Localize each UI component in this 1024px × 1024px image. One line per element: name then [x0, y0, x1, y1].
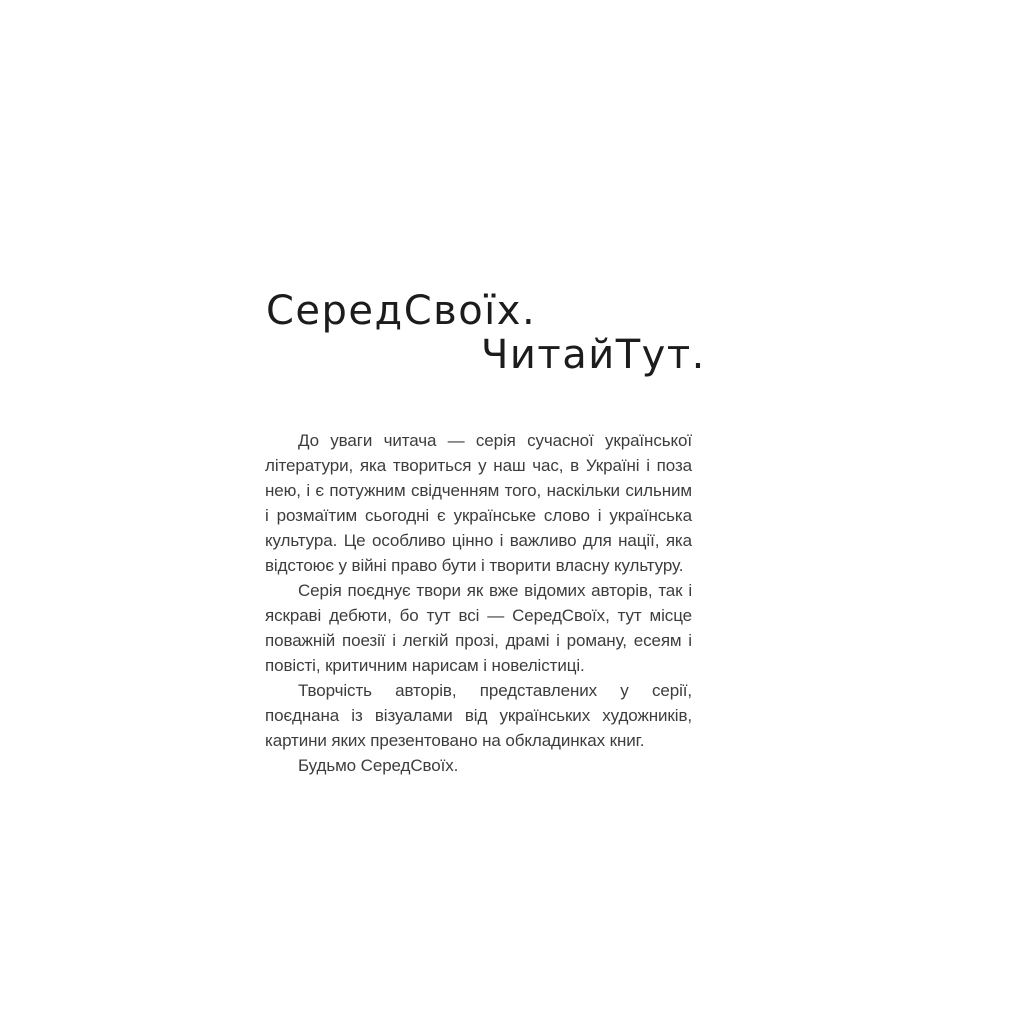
- series-title-line-1: СередСвоїх.: [266, 288, 537, 334]
- body-text: [265, 428, 692, 778]
- body-paragraph: Будьмо СередСвоїх.: [298, 756, 459, 775]
- body-paragraph: До уваги читача — серія сучасної української літератури, яка твориться у наш час, в Україні і поза нею, і є потужним свідченням того, наскільки сильним і розмаїтим сьогодні є українське слово і українська культура. Це особливо цінно і важливо для нації, яка відстоює у війні право бути і творити власну культуру.: [265, 431, 692, 575]
- body-paragraph: Творчість авторів, представлених у серії, поєднана із візуалами від українських художників, картини яких презентовано на обкладинках книг.: [265, 681, 692, 750]
- series-title-line-2: ЧитайТут.: [481, 332, 706, 378]
- body-paragraph: Серія поєднує твори як вже відомих авторів, так і яскраві дебюти, бо тут всі — СередСвоїх, тут місце поважній поезії і легкій прозі, драмі і роману, есеям і повісті, критичним нарисам і новелістиці.: [265, 581, 692, 675]
